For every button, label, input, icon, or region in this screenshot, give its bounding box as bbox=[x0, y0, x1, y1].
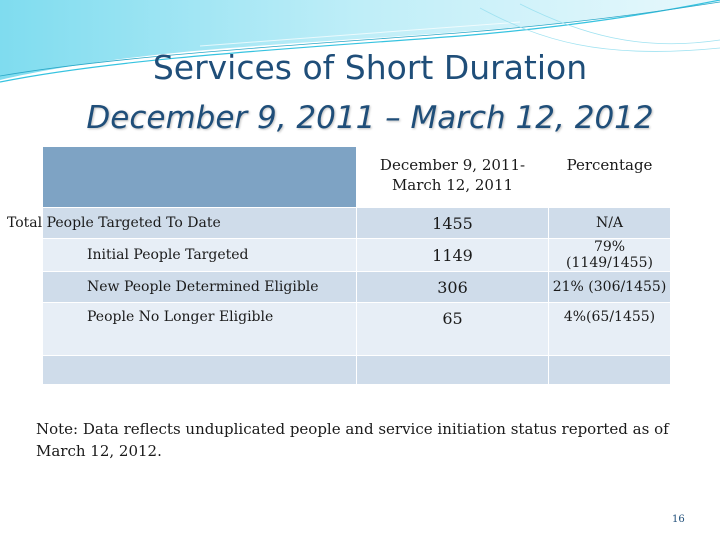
table-row-empty bbox=[43, 356, 671, 385]
row-percentage: N/A bbox=[549, 208, 671, 239]
slide-title: Services of Short Duration bbox=[152, 48, 588, 87]
page-number: 16 bbox=[672, 514, 685, 525]
row-count: 65 bbox=[357, 303, 549, 356]
header-cell-blank bbox=[43, 147, 357, 208]
footnote: Note: Data reflects unduplicated people and service initiation status reported as of March 12, 2012. bbox=[36, 420, 669, 460]
row-percentage bbox=[549, 356, 671, 385]
table-row bbox=[43, 208, 671, 239]
table-row bbox=[43, 303, 671, 356]
table-row bbox=[43, 239, 671, 272]
row-count: 306 bbox=[357, 272, 549, 303]
row-count: 1455 bbox=[357, 208, 549, 239]
services-table bbox=[7, 146, 671, 385]
header-cell-date-range: December 9, 2011- March 12, 2011 bbox=[357, 147, 549, 208]
slide-subtitle-date-range: December 9, 2011 – March 12, 2012 bbox=[86, 100, 654, 136]
row-label bbox=[7, 208, 357, 239]
row-percentage: 21% (306/1455) bbox=[549, 272, 671, 303]
header-cell-percentage: Percentage bbox=[549, 147, 671, 208]
row-label: Initial People Targeted bbox=[43, 239, 357, 272]
row-percentage: 79% (1149/1455) bbox=[549, 239, 671, 272]
row-count bbox=[357, 356, 549, 385]
row-label: People No Longer Eligible bbox=[43, 303, 357, 356]
row-percentage: 4%(65/1455) bbox=[549, 303, 671, 356]
row-label-text: Total People Targeted To Date bbox=[7, 215, 221, 231]
row-label: New People Determined Eligible bbox=[43, 272, 357, 303]
row-label bbox=[43, 356, 357, 385]
table-header-row bbox=[43, 147, 671, 208]
row-count: 1149 bbox=[357, 239, 549, 272]
table-row bbox=[43, 272, 671, 303]
